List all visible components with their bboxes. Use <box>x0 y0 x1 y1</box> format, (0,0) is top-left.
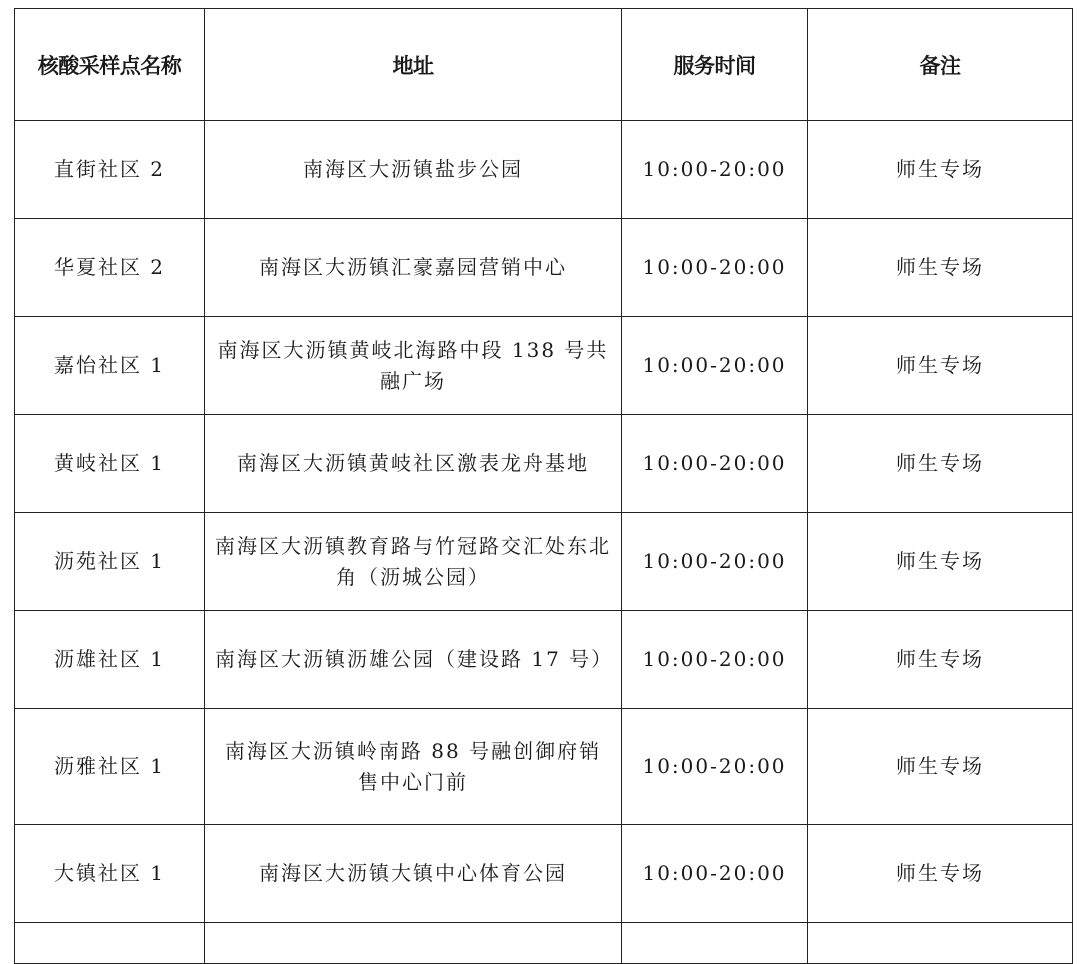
table-row <box>15 709 1073 825</box>
header-remarks: 备注 <box>808 9 1073 121</box>
site-name-cell: 沥雄社区 1 <box>15 611 205 709</box>
table-row <box>15 219 1073 317</box>
remarks-cell: 师生专场 <box>808 513 1073 611</box>
header-site-name: 核酸采样点名称 <box>15 9 205 121</box>
address-cell: 南海区大沥镇盐步公园 <box>205 121 622 219</box>
remarks-cell: 师生专场 <box>808 415 1073 513</box>
table-row-partial <box>15 923 1073 964</box>
site-name-cell: 华夏社区 2 <box>15 219 205 317</box>
empty-cell <box>808 923 1073 964</box>
remarks-cell: 师生专场 <box>808 709 1073 825</box>
table-row <box>15 121 1073 219</box>
remarks-cell: 师生专场 <box>808 825 1073 923</box>
site-name-cell: 沥苑社区 1 <box>15 513 205 611</box>
service-time-cell: 10:00-20:00 <box>622 825 808 923</box>
remarks-cell: 师生专场 <box>808 317 1073 415</box>
service-time-cell: 10:00-20:00 <box>622 513 808 611</box>
header-service-time: 服务时间 <box>622 9 808 121</box>
remarks-cell: 师生专场 <box>808 611 1073 709</box>
address-cell: 南海区大沥镇沥雄公园（建设路 17 号） <box>205 611 622 709</box>
address-cell: 南海区大沥镇黄岐社区激表龙舟基地 <box>205 415 622 513</box>
table-row <box>15 611 1073 709</box>
site-name-cell: 大镇社区 1 <box>15 825 205 923</box>
site-name-cell: 沥雅社区 1 <box>15 709 205 825</box>
service-time-cell: 10:00-20:00 <box>622 415 808 513</box>
service-time-cell: 10:00-20:00 <box>622 121 808 219</box>
site-name-cell: 嘉怡社区 1 <box>15 317 205 415</box>
sampling-sites-table-wrapper <box>14 8 1072 964</box>
site-name-cell: 直街社区 2 <box>15 121 205 219</box>
address-cell: 南海区大沥镇岭南路 88 号融创御府销售中心门前 <box>205 709 622 825</box>
remarks-cell: 师生专场 <box>808 219 1073 317</box>
empty-cell <box>15 923 205 964</box>
address-cell: 南海区大沥镇大镇中心体育公园 <box>205 825 622 923</box>
empty-cell <box>622 923 808 964</box>
service-time-cell: 10:00-20:00 <box>622 317 808 415</box>
sampling-sites-table <box>14 8 1073 964</box>
empty-cell <box>205 923 622 964</box>
table-row <box>15 415 1073 513</box>
header-address: 地址 <box>205 9 622 121</box>
service-time-cell: 10:00-20:00 <box>622 611 808 709</box>
service-time-cell: 10:00-20:00 <box>622 219 808 317</box>
remarks-cell: 师生专场 <box>808 121 1073 219</box>
site-name-cell: 黄岐社区 1 <box>15 415 205 513</box>
address-cell: 南海区大沥镇教育路与竹冠路交汇处东北角（沥城公园） <box>205 513 622 611</box>
table-header-row <box>15 9 1073 121</box>
address-cell: 南海区大沥镇汇豪嘉园营销中心 <box>205 219 622 317</box>
table-row <box>15 317 1073 415</box>
table-row <box>15 513 1073 611</box>
address-cell: 南海区大沥镇黄岐北海路中段 138 号共融广场 <box>205 317 622 415</box>
table-row <box>15 825 1073 923</box>
service-time-cell: 10:00-20:00 <box>622 709 808 825</box>
